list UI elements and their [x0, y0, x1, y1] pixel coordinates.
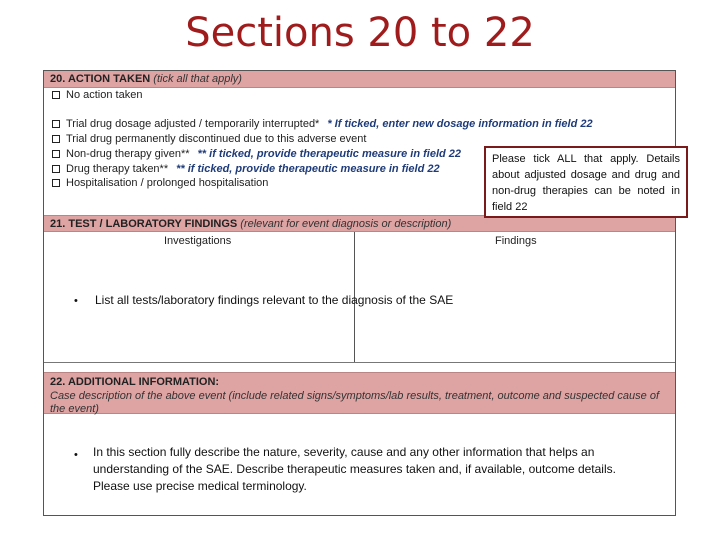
option-note: * If ticked, enter new dosage information in field 22 [327, 118, 593, 130]
section-22-heading: 22. ADDITIONAL INFORMATION: [50, 376, 220, 388]
option-label: Trial drug dosage adjusted / temporarily interrupted* [66, 118, 320, 130]
checkbox-icon[interactable] [52, 179, 60, 187]
checkbox-option-non-drug-therapy[interactable] [52, 148, 461, 160]
bullet-icon: • [74, 449, 78, 461]
section-22-description: Case description of the above event (include related signs/symptoms/lab results, treatment, outcome and suspected cause of the event) [50, 390, 659, 415]
section-20-heading-note: (tick all that apply) [153, 73, 242, 85]
option-label: Drug therapy taken** [66, 163, 169, 175]
checkbox-icon[interactable] [52, 150, 60, 158]
column-header-findings: Findings [495, 235, 537, 247]
section-20-header [44, 71, 675, 88]
section-21-heading: 21. TEST / LABORATORY FINDINGS [50, 218, 238, 230]
checkbox-option-dosage-adjusted[interactable] [52, 118, 593, 130]
checkbox-option-hospitalisation[interactable] [52, 177, 268, 189]
page-title: Sections 20 to 22 [185, 10, 535, 56]
section-22-instruction: In this section fully describe the nature, severity, cause and any other information that helps an understanding of the SAE. Describe therapeutic measures taken and, if available, outcome details. Please use precise medical terminology. [93, 445, 616, 493]
option-label: Trial drug permanently discontinued due to this adverse event [66, 133, 367, 145]
section-21-instruction: List all tests/laboratory findings relevant to the diagnosis of the SAE [95, 293, 454, 307]
checkbox-icon[interactable] [52, 120, 60, 128]
section-22-header [44, 372, 675, 414]
checkbox-option-discontinued[interactable] [52, 133, 366, 145]
checkbox-icon[interactable] [52, 135, 60, 143]
option-note: ** if ticked, provide therapeutic measure in field 22 [176, 163, 440, 175]
option-note: ** if ticked, provide therapeutic measure in field 22 [197, 148, 462, 160]
option-label: No action taken [66, 89, 143, 101]
instruction-callout: Please tick ALL that apply. Details about adjusted dosage and drug and non-drug therapies can be noted in field 22 [484, 146, 688, 218]
checkbox-icon[interactable] [52, 91, 60, 99]
checkbox-icon[interactable] [52, 165, 60, 173]
section-20-heading: 20. ACTION TAKEN [50, 73, 151, 85]
column-header-investigations: Investigations [164, 235, 232, 247]
bullet-icon: • [74, 295, 78, 307]
checkbox-option-no-action[interactable] [52, 89, 142, 101]
option-label: Non-drug therapy given** [66, 148, 190, 160]
option-label: Hospitalisation / prolonged hospitalisation [66, 177, 269, 189]
checkbox-option-drug-therapy[interactable] [52, 163, 440, 175]
section-21-heading-note: (relevant for event diagnosis or description) [240, 218, 452, 230]
section-divider [44, 362, 675, 363]
